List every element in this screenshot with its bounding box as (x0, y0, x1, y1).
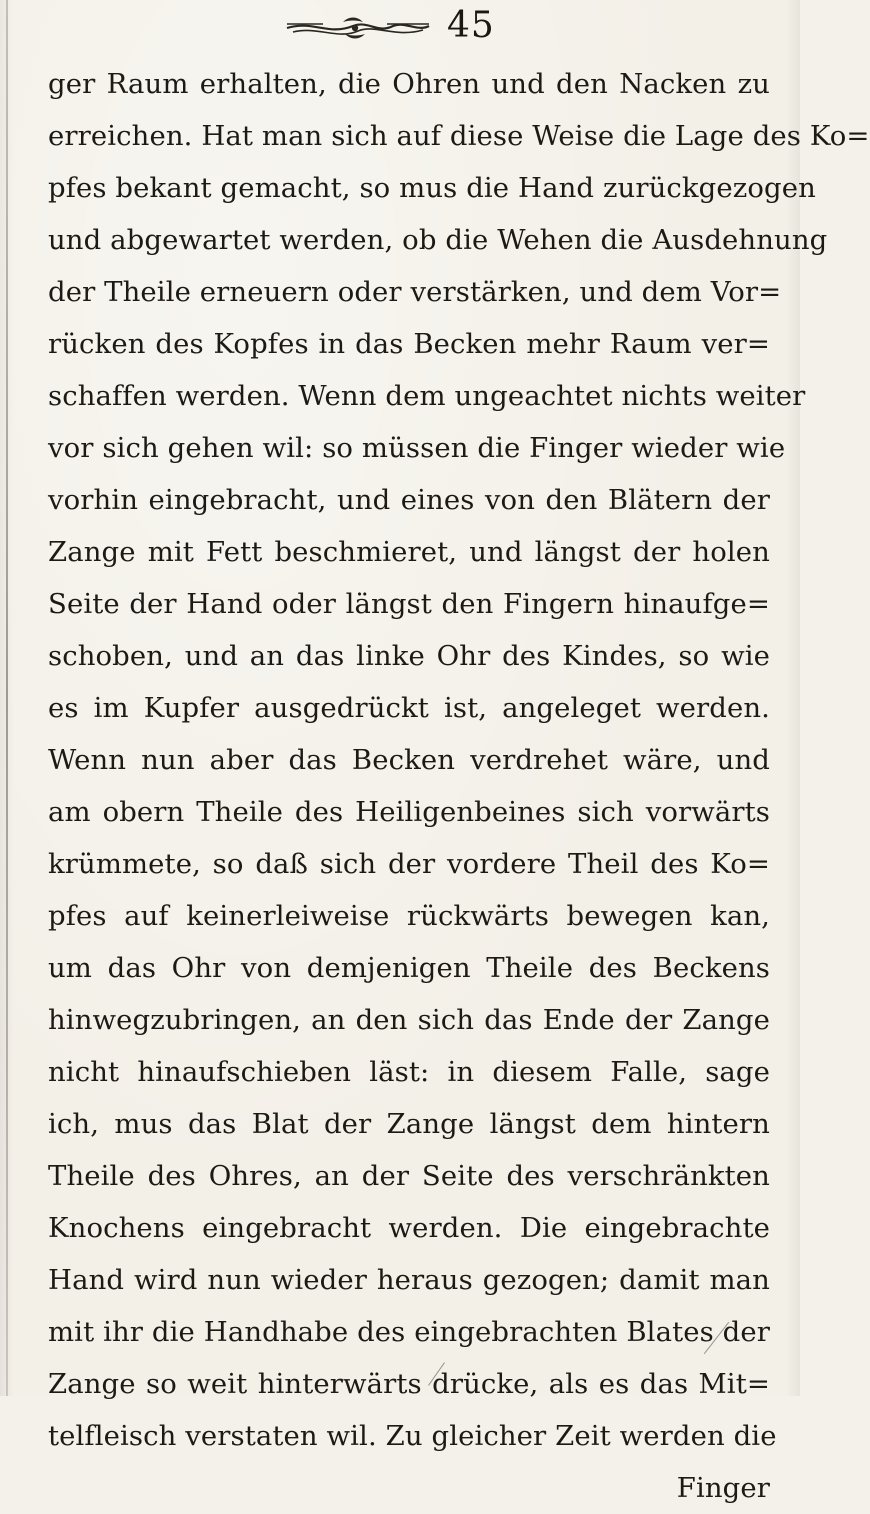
text-line: rücken des Kopfes in das Becken mehr Raum ver= (48, 328, 770, 360)
page-number: 45 (447, 5, 495, 46)
header-ornament-icon (283, 14, 433, 42)
text-line: schoben, und an das linke Ohr des Kindes, so wie (48, 640, 770, 672)
text-line: schaffen werden. Wenn dem ungeachtet nichts weiter (48, 380, 806, 412)
body-text (48, 58, 870, 1514)
text-line: Zange mit Fett beschmieret, und längst der holen (48, 536, 770, 568)
text-line: ger Raum erhalten, die Ohren und den Nacken zu (48, 68, 770, 100)
text-line: vor sich gehen wil: so müssen die Finger wieder wie (48, 432, 786, 464)
text-line: Seite der Hand oder längst den Fingern hinaufge= (48, 588, 770, 620)
text-line: der Theile erneuern oder verstärken, und dem Vor= (48, 276, 782, 308)
text-line: nicht hinaufschieben läst: in diesem Falle, sage (48, 1056, 770, 1088)
catchword: Finger (676, 1472, 770, 1504)
text-line: ich, mus das Blat der Zange längst dem hintern (48, 1108, 770, 1140)
text-line: und abgewartet werden, ob die Wehen die Ausdehnung (48, 224, 828, 256)
text-line: mit ihr die Handhabe des eingebrachten Blates der (48, 1316, 770, 1348)
text-line: erreichen. Hat man sich auf diese Weise die Lage des Ko= (48, 120, 870, 152)
text-line: Wenn nun aber das Becken verdrehet wäre, und (48, 744, 770, 776)
page-gutter-edge (6, 0, 8, 1396)
text-line: vorhin eingebracht, und eines von den Blätern der (48, 484, 770, 516)
text-line: Knochens eingebracht werden. Die eingebrachte (48, 1212, 770, 1244)
text-line: hinwegzubringen, an den sich das Ende der Zange (48, 1004, 770, 1036)
text-line: telfleisch verstaten wil. Zu gleicher Zeit werden die (48, 1420, 777, 1452)
text-line: krümmete, so daß sich der vordere Theil des Ko= (48, 848, 770, 880)
text-line: pfes bekant gemacht, so mus die Hand zurückgezogen (48, 172, 816, 204)
text-line: Hand wird nun wieder heraus gezogen; damit man (48, 1264, 770, 1296)
text-line: Theile des Ohres, an der Seite des verschränkten (48, 1160, 770, 1192)
text-line: es im Kupfer ausgedrückt ist, angeleget werden. (48, 692, 770, 724)
text-line: am obern Theile des Heiligenbeines sich vorwärts (48, 796, 770, 828)
text-line: um das Ohr von demjenigen Theile des Beckens (48, 952, 770, 984)
text-line: pfes auf keinerleiweise rückwärts bewegen kan, (48, 900, 770, 932)
text-line: Zange so weit hinterwärts drücke, als es das Mit= (48, 1368, 770, 1400)
